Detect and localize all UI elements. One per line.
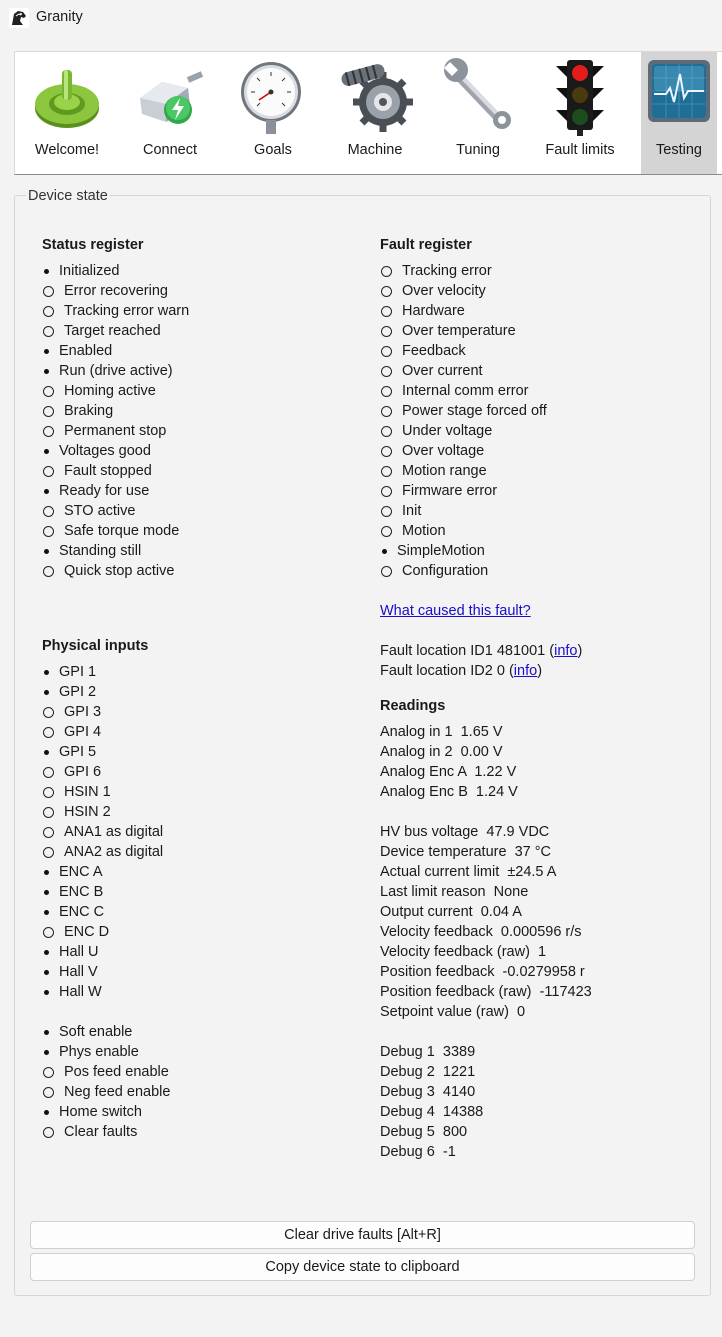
physical-inputs-title: Physical inputs	[42, 638, 149, 654]
fault-register-list	[380, 261, 710, 581]
reading-row: Velocity feedback (raw) 1	[380, 944, 547, 960]
fault-register-section	[380, 235, 710, 681]
wrench-icon	[440, 58, 516, 134]
physical-inputs-section	[42, 636, 362, 1142]
ethernet-plug-icon	[132, 58, 208, 134]
reading-row: Debug 2 1221	[380, 1064, 476, 1080]
drive-readings	[380, 822, 710, 1022]
status-indicator: GPI 3	[42, 702, 362, 722]
fault-location-2: Fault location ID2 0 (info)	[380, 663, 543, 679]
status-indicator: HSIN 2	[42, 802, 362, 822]
status-indicator: ANA1 as digital	[42, 822, 362, 842]
status-indicator: Clear faults	[42, 1122, 362, 1142]
status-indicator: GPI 4	[42, 722, 362, 742]
status-indicator: Ready for use	[42, 481, 362, 501]
reading-row: Device temperature 37 °C	[380, 844, 552, 860]
reading-row: Velocity feedback 0.000596 r/s	[380, 924, 582, 940]
title-bar	[0, 0, 722, 36]
traffic-light-icon	[550, 58, 610, 138]
status-indicator: Target reached	[42, 321, 362, 341]
status-register-title: Status register	[42, 237, 144, 253]
reading-row: Output current 0.04 A	[380, 904, 522, 920]
status-indicator: Enabled	[42, 341, 362, 361]
reading-row: Analog Enc B 1.24 V	[380, 784, 518, 800]
status-indicator: Configuration	[380, 561, 710, 581]
reading-row: Debug 5 800	[380, 1124, 468, 1140]
reading-row: Position feedback -0.0279958 r	[380, 964, 585, 980]
status-indicator: GPI 5	[42, 742, 362, 762]
window-title: Granity	[36, 9, 83, 25]
status-register-section	[42, 235, 362, 581]
status-indicator: Init	[380, 501, 710, 521]
copy-device-state-button[interactable]: Copy device state to clipboard	[30, 1253, 695, 1281]
tab-label: Welcome!	[34, 142, 100, 158]
reading-row: Debug 6 -1	[380, 1144, 456, 1160]
status-indicator: Home switch	[42, 1102, 362, 1122]
clear-drive-faults-button[interactable]: Clear drive faults [Alt+R]	[30, 1221, 695, 1249]
status-indicator: ENC B	[42, 882, 362, 902]
status-indicator: Hardware	[380, 301, 710, 321]
status-indicator: Motion range	[380, 461, 710, 481]
tab-label: Fault limits	[545, 142, 615, 158]
fault-location-1-info-link[interactable]: info	[554, 643, 578, 659]
status-indicator: ANA2 as digital	[42, 842, 362, 862]
reading-row: Last limit reason None	[380, 884, 529, 900]
tab-label: Testing	[656, 142, 702, 158]
tab-label: Goals	[254, 142, 292, 158]
reading-row: Debug 1 3389	[380, 1044, 476, 1060]
status-indicator: Neg feed enable	[42, 1082, 362, 1102]
status-indicator: Braking	[42, 401, 362, 421]
status-indicator: GPI 1	[42, 662, 362, 682]
tab-label: Tuning	[456, 142, 500, 158]
status-indicator: Error recovering	[42, 281, 362, 301]
reading-row: Analog in 2 0.00 V	[380, 744, 503, 760]
fault-location-2-info-link[interactable]: info	[513, 663, 538, 679]
status-indicator: Power stage forced off	[380, 401, 710, 421]
reading-row: Analog in 1 1.65 V	[380, 724, 503, 740]
tab-connect[interactable]	[120, 52, 220, 174]
reading-row: Debug 3 4140	[380, 1084, 476, 1100]
tab-machine[interactable]	[325, 52, 425, 174]
status-indicator: Hall U	[42, 942, 362, 962]
main-toolbar	[14, 51, 722, 175]
status-indicator: Over temperature	[380, 321, 710, 341]
reading-row: Setpoint value (raw) 0	[380, 1004, 526, 1020]
reading-row: Analog Enc A 1.22 V	[380, 764, 517, 780]
reading-row: Debug 4 14388	[380, 1104, 484, 1120]
power-icon	[31, 58, 103, 134]
reading-row: HV bus voltage 47.9 VDC	[380, 824, 550, 840]
status-indicator: Tracking error warn	[42, 301, 362, 321]
status-indicator: GPI 6	[42, 762, 362, 782]
status-indicator: Feedback	[380, 341, 710, 361]
status-indicator: Pos feed enable	[42, 1062, 362, 1082]
status-indicator: Initialized	[42, 261, 362, 281]
status-indicator: SimpleMotion	[380, 541, 710, 561]
pressure-gauge-icon	[237, 58, 309, 138]
status-indicator: Phys enable	[42, 1042, 362, 1062]
status-indicator: Over current	[380, 361, 710, 381]
status-indicator: HSIN 1	[42, 782, 362, 802]
analog-readings	[380, 722, 710, 802]
tab-label: Machine	[347, 142, 403, 158]
readings-title: Readings	[380, 698, 446, 714]
debug-readings	[380, 1042, 710, 1162]
oscilloscope-icon	[646, 58, 712, 124]
status-indicator: Permanent stop	[42, 421, 362, 441]
status-indicator: Soft enable	[42, 1022, 362, 1042]
status-indicator: Safe torque mode	[42, 521, 362, 541]
readings-section	[380, 696, 710, 1162]
tab-goals[interactable]	[223, 52, 323, 174]
status-indicator: Motion	[380, 521, 710, 541]
status-indicator: ENC C	[42, 902, 362, 922]
reading-row: Position feedback (raw) -117423	[380, 984, 592, 1000]
tab-testing[interactable]	[641, 52, 717, 174]
status-indicator: Over voltage	[380, 441, 710, 461]
status-indicator: Under voltage	[380, 421, 710, 441]
status-indicator: Firmware error	[380, 481, 710, 501]
tab-tuning[interactable]	[428, 52, 528, 174]
status-indicator: Run (drive active)	[42, 361, 362, 381]
reading-row: Actual current limit ±24.5 A	[380, 864, 557, 880]
status-indicator: Voltages good	[42, 441, 362, 461]
granity-logo-icon	[9, 8, 29, 28]
fault-location-1: Fault location ID1 481001 (info)	[380, 643, 583, 659]
physical-inputs-list	[42, 662, 362, 1002]
panel-title: Device state	[28, 188, 108, 204]
status-indicator: Homing active	[42, 381, 362, 401]
enable-inputs-list	[42, 1022, 362, 1142]
tab-welcome[interactable]	[17, 52, 117, 174]
status-indicator: Hall W	[42, 982, 362, 1002]
status-indicator: ENC D	[42, 922, 362, 942]
tab-label: Connect	[142, 142, 197, 158]
status-register-list	[42, 261, 362, 581]
status-indicator: ENC A	[42, 862, 362, 882]
fault-cause-link[interactable]: What caused this fault?	[380, 603, 531, 619]
tab-fault-limits[interactable]	[530, 52, 630, 174]
status-indicator: Internal comm error	[380, 381, 710, 401]
status-indicator: GPI 2	[42, 682, 362, 702]
status-indicator: Over velocity	[380, 281, 710, 301]
status-indicator: Tracking error	[380, 261, 710, 281]
status-indicator: Standing still	[42, 541, 362, 561]
status-indicator: Hall V	[42, 962, 362, 982]
status-indicator: STO active	[42, 501, 362, 521]
status-indicator: Quick stop active	[42, 561, 362, 581]
status-indicator: Fault stopped	[42, 461, 362, 481]
fault-register-title: Fault register	[380, 237, 472, 253]
gears-icon	[337, 58, 413, 134]
